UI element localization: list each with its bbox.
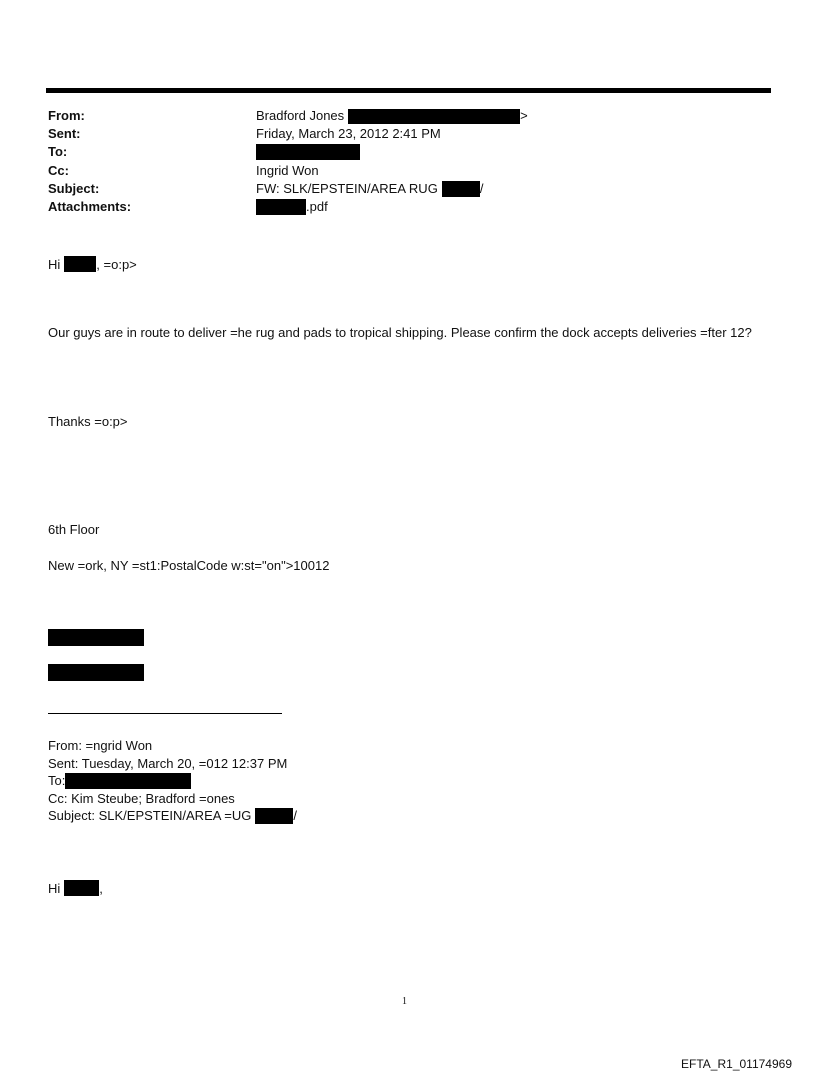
fwd-to-prefix: To: [48,773,66,788]
address-line: New =ork, NY =st1:PostalCode w:st="on">10012 [48,558,330,573]
cc-label: Cc: [48,162,69,178]
redaction-block [65,773,191,789]
fwd-from: From: =ngrid Won [48,738,153,753]
fwd-subject-prefix: Subject: SLK/EPSTEIN/AREA =UG [48,808,252,823]
from-label: From: [48,108,85,123]
redaction-block [255,808,293,824]
sent-row [48,125,528,143]
from-suffix: > [520,108,528,123]
fwd-subject-row [48,807,297,825]
redaction-block [442,181,480,197]
greeting-suffix: , =o:p> [96,256,137,272]
redaction-block [64,256,96,272]
subject-suffix: / [479,180,484,196]
cc-value: Ingrid Won [256,162,319,178]
to-row [48,143,528,161]
redaction-block [64,880,99,896]
fwd-greeting-prefix: Hi [48,880,61,896]
sent-value: Friday, March 23, 2012 2:41 PM [256,126,441,142]
sent-label: Sent: [48,126,81,142]
attachments-suffix: .pdf [306,198,328,214]
fwd-subject-suffix: / [293,808,298,823]
redaction-block [256,144,360,160]
subject-value: FW: SLK/EPSTEIN/AREA RUG [256,180,438,196]
page-number: 1 [402,996,407,1007]
fwd-greeting [48,880,103,896]
from-name: Bradford Jones [256,108,345,123]
attachments-label: Attachments: [48,198,132,214]
subject-row [48,180,528,198]
to-label: To: [48,144,68,160]
separator-line [48,713,282,714]
subject-label: Subject: [48,180,100,196]
body-paragraph: Our guys are in route to deliver =he rug and pads to tropical shipping. Please confirm the dock accepts deliveries =fter 12? [48,325,752,340]
header-rule [46,88,771,93]
forwarded-header [48,737,297,825]
fwd-greeting-suffix: , [99,880,103,896]
redaction-block [256,199,306,215]
cc-row [48,162,528,180]
document-id: EFTA_R1_01174969 [681,1057,792,1071]
fwd-to-row [48,772,297,790]
email-header [48,107,528,216]
attachments-row [48,198,528,216]
redaction-block [48,664,144,681]
redaction-block [48,629,144,646]
redaction-block [348,109,520,124]
thanks-line: Thanks =o:p> [48,414,128,429]
fwd-cc: Cc: Kim Steube; Bradford =ones [48,790,235,806]
fwd-sent: Sent: Tuesday, March 20, =012 12:37 PM [48,755,288,771]
greeting-prefix: Hi [48,256,61,272]
greeting [48,256,137,272]
floor-line: 6th Floor [48,522,100,537]
from-row [48,107,528,125]
